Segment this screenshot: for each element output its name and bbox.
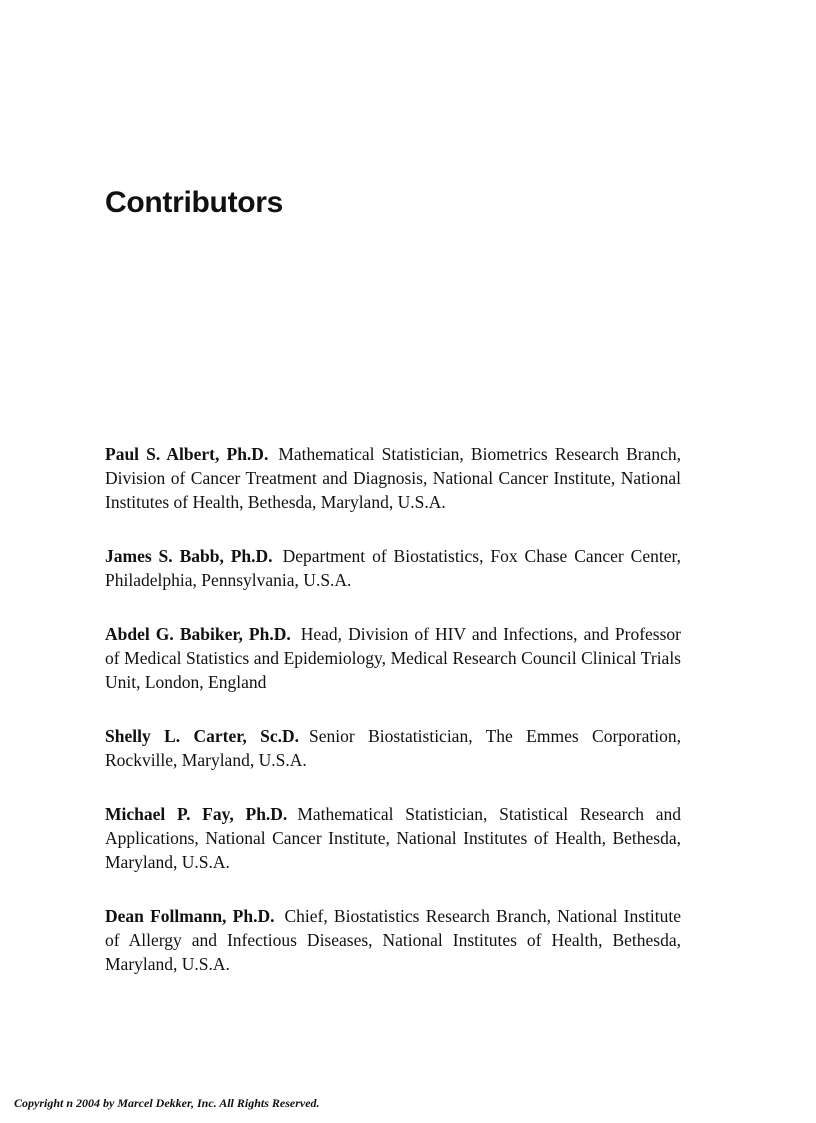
contributor-name: Michael P. Fay, Ph.D. — [105, 804, 288, 824]
contributor-affiliation: Senior Biostatistician, The Emmes Corporation, Rockville, Maryland, U.S.A. — [105, 726, 681, 770]
contributor-entry — [105, 442, 681, 514]
contributor-entry — [105, 802, 681, 874]
footer-copyright: Copyright n 2004 by Marcel Dekker, Inc. All Rights Reserved. — [14, 1096, 320, 1110]
contributor-entry — [105, 544, 681, 592]
contributor-name: Shelly L. Carter, Sc.D. — [105, 726, 300, 746]
contributor-name: James S. Babb, Ph.D. — [105, 546, 273, 566]
contributor-entry — [105, 622, 681, 694]
contributor-affiliation: Chief, Biostatistics Research Branch, National Institute of Allergy and Infectious Diseases, National Institutes of Health, Bethesda, Maryland, U.S.A. — [105, 906, 682, 974]
contributor-affiliation: Mathematical Statistician, Biometrics Research Branch, Division of Cancer Treatment and Diagnosis, National Cancer Institute, National Institutes of Health, Bethesda, Maryland, U.S.A. — [105, 444, 681, 512]
contributor-name: Abdel G. Babiker, Ph.D. — [105, 624, 291, 644]
contributor-name: Dean Follmann, Ph.D. — [105, 906, 275, 926]
contributor-name: Paul S. Albert, Ph.D. — [105, 444, 269, 464]
contributor-affiliation: Head, Division of HIV and Infections, and Professor of Medical Statistics and Epidemiology, Medical Research Council Clinical Trials Unit, London, England — [105, 624, 681, 692]
contributor-affiliation: Mathematical Statistician, Statistical Research and Applications, National Cancer Institute, National Institutes of Health, Bethesda, Maryland, U.S.A. — [105, 804, 681, 872]
contributors-list — [105, 442, 681, 1006]
contributor-affiliation: Department of Biostatistics, Fox Chase Cancer Center, Philadelphia, Pennsylvania, U.S.A. — [105, 546, 681, 590]
contributor-entry — [105, 724, 681, 772]
page-title: Contributors — [105, 186, 284, 219]
contributor-entry — [105, 904, 681, 976]
